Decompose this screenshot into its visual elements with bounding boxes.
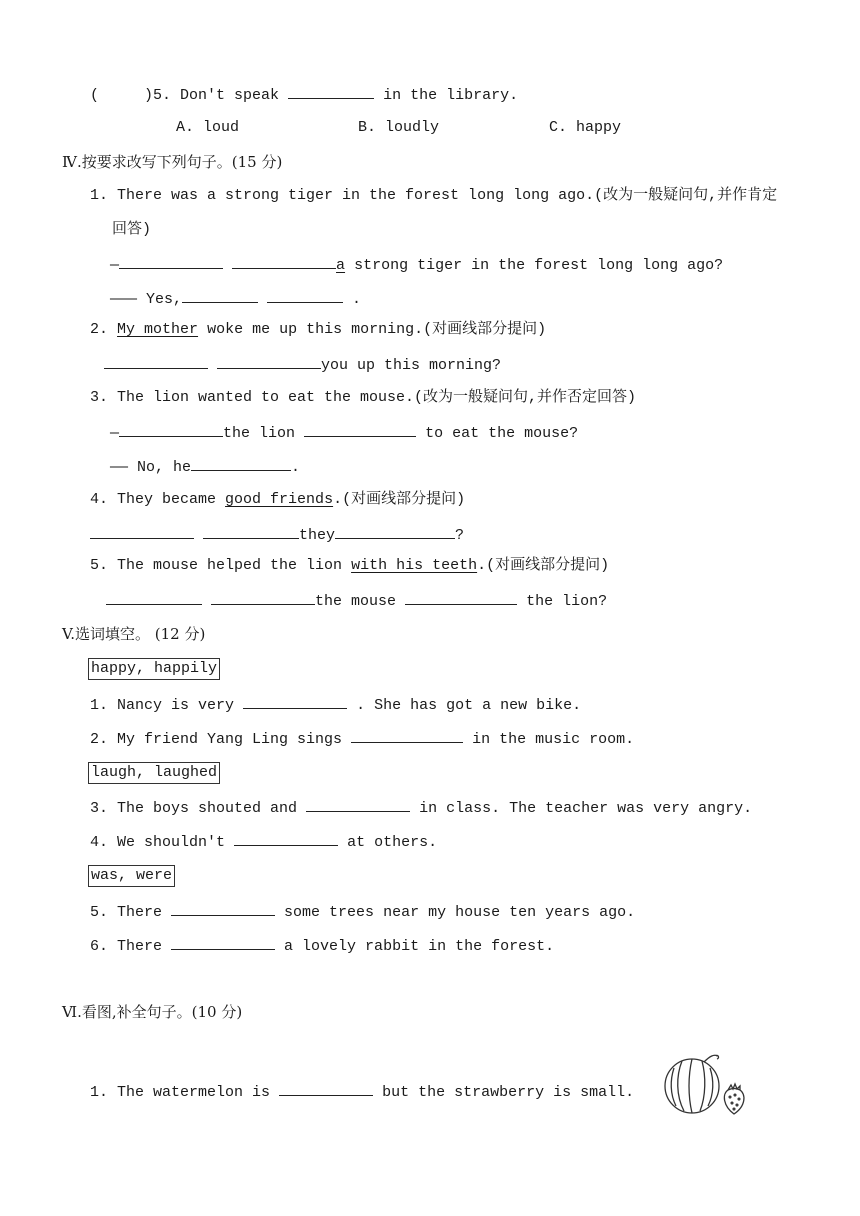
- blank[interactable]: [232, 254, 336, 269]
- blank[interactable]: [304, 422, 416, 437]
- s4-item-1-answer-a: — a strong tiger in the forest long long ago?: [110, 254, 723, 276]
- s4-item-3-answer-b: —— No, he .: [110, 456, 300, 478]
- blank[interactable]: [288, 84, 374, 99]
- blank[interactable]: [119, 422, 223, 437]
- blank[interactable]: [104, 354, 208, 369]
- s6-item-1: 1. The watermelon is but the strawberry is small.: [90, 1081, 634, 1103]
- answer-paren: ( )5.: [90, 87, 172, 104]
- blank[interactable]: [203, 524, 299, 539]
- blank[interactable]: [234, 831, 338, 846]
- blank[interactable]: [306, 797, 410, 812]
- s4-item-5-answer: the mouse the lion?: [106, 590, 607, 612]
- s4-item-1-cont: 回答): [112, 221, 152, 238]
- watermelon-strawberry-icon: [660, 1050, 760, 1120]
- option-b: B. loudly: [358, 119, 440, 136]
- section-5-title: V.选词填空。 (12 分): [62, 625, 206, 643]
- s4-item-1: 1. There was a strong tiger in the forest long long ago.(改为一般疑问句,并作肯定: [90, 187, 778, 204]
- s4-item-2-answer: you up this morning?: [104, 354, 501, 376]
- blank[interactable]: [351, 728, 463, 743]
- s5-item-6: 6. There a lovely rabbit in the forest.: [90, 935, 554, 957]
- blank[interactable]: [267, 288, 343, 303]
- word-box-1: happy, happily: [88, 658, 220, 680]
- option-c: C. happy: [549, 119, 622, 136]
- blank[interactable]: [243, 694, 347, 709]
- s4-item-1-answer-b: ——— Yes, .: [110, 288, 361, 310]
- blank[interactable]: [279, 1081, 373, 1096]
- s5-item-3: 3. The boys shouted and in class. The teacher was very angry.: [90, 797, 752, 819]
- s4-item-4: 4. They became good friends.(对画线部分提问): [90, 491, 466, 508]
- blank[interactable]: [171, 935, 275, 950]
- blank[interactable]: [211, 590, 315, 605]
- blank[interactable]: [119, 254, 223, 269]
- section-6-title: Ⅵ.看图,补全句子。(10 分): [62, 1003, 243, 1021]
- s4-item-5: 5. The mouse helped the lion with his teeth.(对画线部分提问): [90, 557, 610, 574]
- blank[interactable]: [405, 590, 517, 605]
- s4-item-4-answer: they ?: [90, 524, 464, 546]
- s4-item-3: 3. The lion wanted to eat the mouse.(改为一般疑问句,并作否定回答): [90, 389, 637, 406]
- s4-item-3-answer-a: — the lion to eat the mouse?: [110, 422, 578, 444]
- word-box-2: laugh, laughed: [88, 762, 220, 784]
- s5-item-2: 2. My friend Yang Ling sings in the music room.: [90, 728, 634, 750]
- blank[interactable]: [335, 524, 455, 539]
- q5-text-end: in the library.: [383, 87, 519, 104]
- section-4-title: Ⅳ.按要求改写下列句子。(15 分): [62, 153, 283, 171]
- s5-item-5: 5. There some trees near my house ten years ago.: [90, 901, 635, 923]
- blank[interactable]: [106, 590, 202, 605]
- watermelon-icon: [665, 1059, 719, 1113]
- s5-item-4: 4. We shouldn't at others.: [90, 831, 437, 853]
- word-box-3: was, were: [88, 865, 175, 887]
- blank[interactable]: [191, 456, 291, 471]
- q5-text: Don't speak: [180, 87, 280, 104]
- option-a: A. loud: [176, 119, 240, 136]
- s5-item-1: 1. Nancy is very . She has got a new bike.: [90, 694, 581, 716]
- blank[interactable]: [171, 901, 275, 916]
- blank[interactable]: [90, 524, 194, 539]
- question-5: [90, 84, 518, 106]
- blank[interactable]: [182, 288, 258, 303]
- blank[interactable]: [217, 354, 321, 369]
- s4-item-2: 2. My mother woke me up this morning.(对画线部分提问): [90, 321, 547, 338]
